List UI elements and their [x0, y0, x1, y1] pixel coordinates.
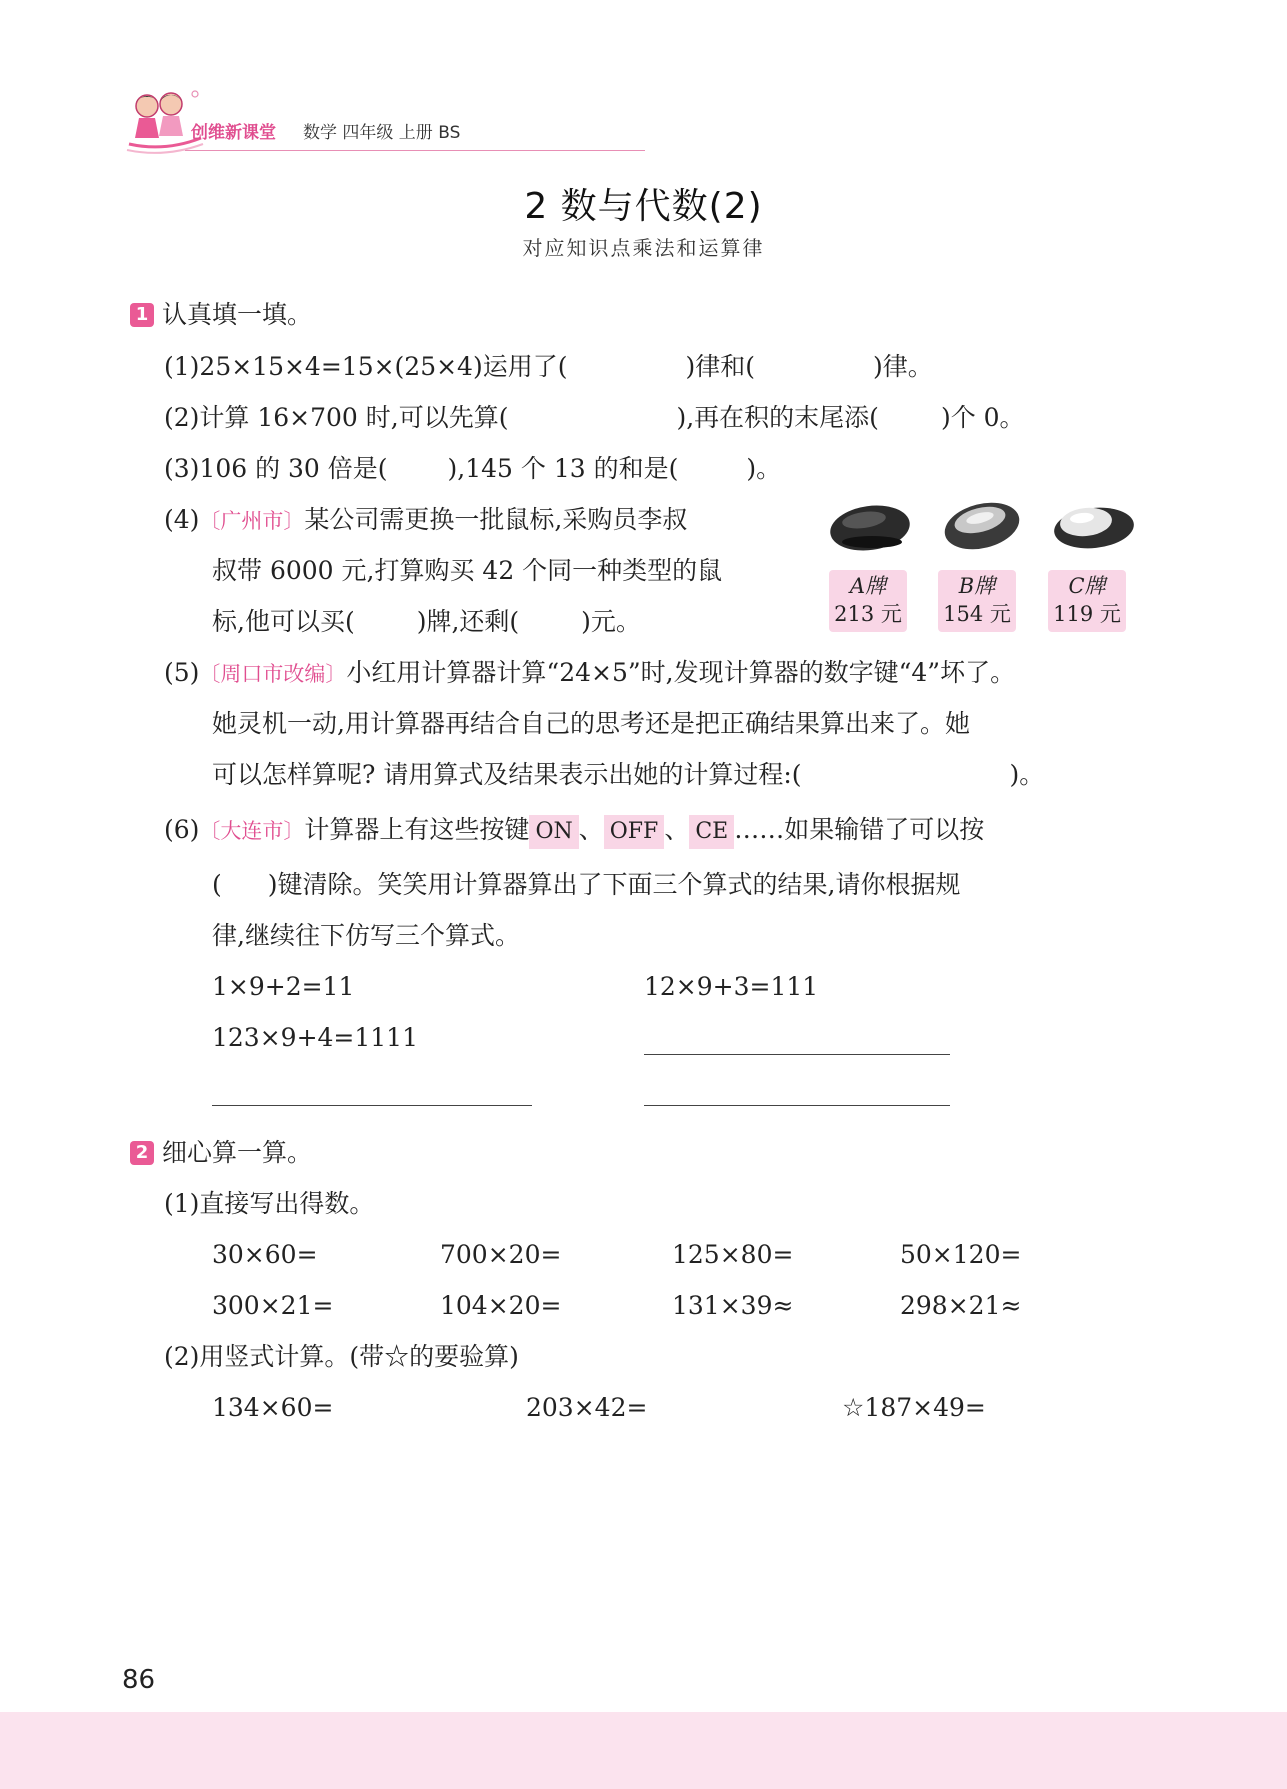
- question-text: (: [212, 870, 222, 899]
- off-key: OFF: [604, 815, 665, 849]
- header-divider: [185, 150, 645, 151]
- equation-1: 1×9+2=11: [212, 972, 355, 1001]
- brand-label: B牌: [958, 574, 996, 598]
- on-key: ON: [529, 815, 578, 849]
- section-2-heading: [130, 1136, 312, 1170]
- price-tag-a: [829, 570, 907, 632]
- price-label: 154 元: [943, 602, 1011, 626]
- question-text: )。: [1009, 760, 1045, 789]
- question-text: )牌,还剩(: [416, 607, 520, 636]
- question-text: 标,他可以买(: [212, 607, 355, 636]
- question-text: (2)计算 16×700 时,可以先算(: [164, 403, 509, 432]
- question-text: )。: [746, 454, 782, 483]
- mental-math-item: 700×20=: [440, 1240, 562, 1269]
- section-number-badge: 2: [130, 1141, 154, 1165]
- question-1-5-line2: 她灵机一动,用计算器再结合自己的思考还是把正确结果算出来了。她: [212, 709, 970, 738]
- question-text: 可以怎样算呢? 请用算式及结果表示出她的计算过程:(: [212, 760, 802, 789]
- question-1-6-line1: [164, 813, 984, 849]
- equation-3: 123×9+4=1111: [212, 1023, 418, 1052]
- question-text: )个 0。: [940, 403, 1025, 432]
- price-tag-b: [938, 570, 1016, 632]
- question-1-2: [164, 401, 1025, 435]
- question-1-6-line2: [212, 868, 960, 902]
- brand-label: C牌: [1068, 574, 1106, 598]
- mental-math-item: 125×80=: [672, 1240, 794, 1269]
- question-1-3: [164, 452, 781, 486]
- question-text: )律和(: [685, 352, 755, 381]
- mental-math-item: 50×120=: [900, 1240, 1022, 1269]
- question-1-4-line2: 叔带 6000 元,打算购买 42 个同一种类型的鼠: [212, 556, 723, 585]
- price-label: 119 元: [1053, 602, 1121, 626]
- vertical-calc-item: 203×42=: [526, 1393, 648, 1422]
- mental-math-item: 131×39≈: [672, 1291, 794, 1320]
- page-title: 2 数与代数(2): [524, 186, 763, 227]
- equation-2: 12×9+3=111: [644, 972, 819, 1001]
- question-number: (6): [164, 815, 200, 844]
- separator: 、: [664, 815, 690, 844]
- book-info: 数学 四年级 上册 BS: [303, 123, 461, 143]
- page-subtitle: 对应知识点乘法和运算律: [522, 236, 765, 260]
- footer-band: [0, 1712, 1287, 1789]
- ce-key: CE: [689, 815, 734, 849]
- question-number: (4): [164, 505, 200, 534]
- question-text: )律。: [872, 352, 933, 381]
- mental-math-item: 298×21≈: [900, 1291, 1022, 1320]
- page-number: 86: [122, 1665, 156, 1695]
- section-heading-text: 细心算一算。: [162, 1138, 313, 1167]
- section-heading-text: 认真填一填。: [162, 300, 313, 329]
- separator: 、: [578, 815, 604, 844]
- question-text: 计算器上有这些按键: [304, 815, 530, 844]
- question-text: )键清除。笑笑用计算器算出了下面三个算式的结果,请你根据规: [267, 870, 961, 899]
- price-tag-c: [1048, 570, 1126, 632]
- price-label: 213 元: [834, 602, 902, 626]
- section-number-badge: 1: [130, 303, 154, 327]
- mouse-silver-icon: [940, 494, 1024, 554]
- part-2-1: (1)直接写出得数。: [164, 1189, 375, 1218]
- question-text: (1)25×15×4=15×(25×4)运用了(: [164, 352, 568, 381]
- mouse-black-icon: [828, 498, 912, 556]
- question-1-4-line1: [164, 503, 687, 538]
- question-text: 某公司需更换一批鼠标,采购员李叔: [304, 505, 688, 534]
- brand-name: 创维新课堂: [191, 123, 276, 143]
- source-tag: 〔广州市〕: [199, 509, 305, 533]
- source-tag: 〔周口市改编〕: [199, 662, 347, 686]
- mental-math-item: 30×60=: [212, 1240, 318, 1269]
- vertical-calc-item: ☆187×49=: [842, 1393, 986, 1422]
- page-header: [125, 80, 645, 160]
- question-text: )元。: [581, 607, 641, 636]
- question-text: ……如果输错了可以按: [734, 815, 985, 844]
- source-tag: 〔大连市〕: [199, 819, 305, 843]
- question-text: 小红用计算器计算“24×5”时,发现计算器的数字键“4”坏了。: [346, 658, 1016, 687]
- question-1-5-line1: [164, 656, 1015, 691]
- question-1-5-line3: [212, 758, 1044, 792]
- mental-math-item: 104×20=: [440, 1291, 562, 1320]
- answer-line[interactable]: [644, 1105, 950, 1106]
- brand-label: A牌: [849, 574, 887, 598]
- question-number: (5): [164, 658, 200, 687]
- part-2-2: (2)用竖式计算。(带☆的要验算): [164, 1342, 519, 1371]
- section-1-heading: [130, 298, 312, 332]
- question-1-1: [164, 350, 933, 384]
- question-text: (3)106 的 30 倍是(: [164, 454, 388, 483]
- question-text: ),145 个 13 的和是(: [447, 454, 679, 483]
- mental-math-item: 300×21=: [212, 1291, 334, 1320]
- question-text: ),再在积的末尾添(: [676, 403, 879, 432]
- question-1-6-line3: 律,继续往下仿写三个算式。: [212, 921, 520, 950]
- vertical-calc-item: 134×60=: [212, 1393, 334, 1422]
- question-1-4-line3: [212, 605, 641, 639]
- answer-line[interactable]: [644, 1054, 950, 1055]
- mouse-white-icon: [1052, 498, 1136, 556]
- answer-line[interactable]: [212, 1105, 532, 1106]
